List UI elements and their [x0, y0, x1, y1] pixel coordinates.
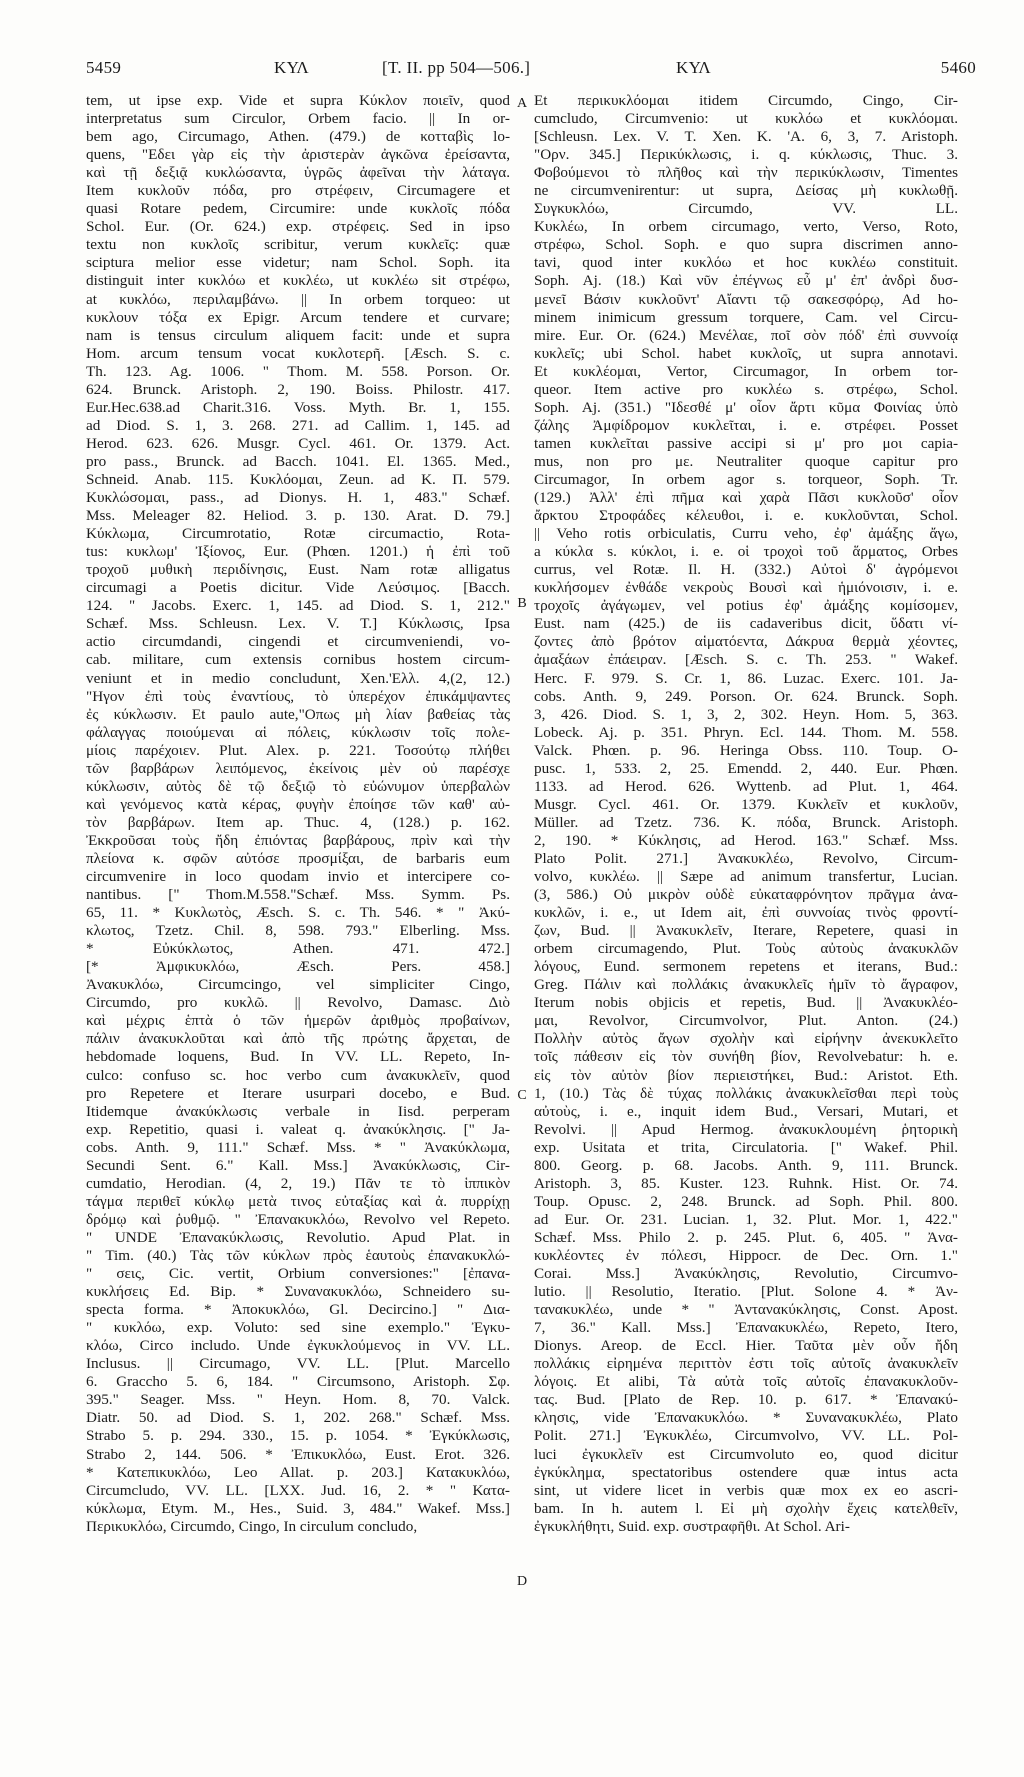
text-line: Schæf. Mss. Philo 2. p. 245. Plut. 6, 405. " Ἀνα- — [534, 1228, 958, 1246]
text-line: circumvenire in loco quodam invio et intercipere co- — [86, 868, 510, 886]
text-line: pro pass., Brunck. ad Bacch. 1041. El. 1365. Med., — [86, 452, 510, 470]
text-line: πλείονα κ. σφῶν αὐτόσε προσμίξαι, de barbaris eum — [86, 849, 510, 867]
text-line: κύκλωμα, Etym. M., Hes., Suid. 3, 484." Wakef. Mss.] — [86, 1499, 510, 1517]
text-line: κλόω, Circo includo. Unde ἐγκυκλούμενος in VV. LL. — [86, 1337, 510, 1355]
text-line: Lobeck. Aj. p. 351. Phryn. Ecl. 144. Thom. M. 558. — [534, 723, 958, 741]
text-line: μαι, Revolvor, Circumvolvor, Plut. Anton. (24.) — [534, 1012, 958, 1030]
text-line: ἐγκυκλήθητι, Suid. exp. συστραφῆθι. At Schol. Ari- — [534, 1517, 850, 1535]
text-line: minem inimicum gressum torquere, Cam. vel Circu- — [534, 308, 958, 326]
text-line: currus, vel Rotæ. Il. H. (332.) Αὐτοὶ δ' ἀγρόμενοι — [534, 561, 958, 579]
text-line: Polit. 271.] Ἐγκυκλέω, Circumvolvo, VV. LL. Pol- — [534, 1427, 958, 1445]
text-line: τὸν βαρβάρων. Item ap. Thuc. 4, (128.) p. 162. — [86, 813, 510, 831]
text-line: Revolvi. || Apud Hermog. ἀνακυκλουμένη ῥητορικὴ — [534, 1120, 958, 1138]
section-marker-d: D — [516, 1574, 528, 1589]
text-line: " Tim. (40.) Τὰς τῶν κύκλων πρὸς ἑαυτοὺς ἐπανακυκλώ- — [86, 1247, 510, 1264]
text-line: Herc. F. 979. S. Cr. 1, 86. Luzac. Exerc. 101. Ja- — [534, 669, 958, 687]
text-line: Φοβούμενοι τὸ πλῆθος καὶ τὴν περικύκλωσιν, Timentes — [534, 164, 958, 182]
text-line: Itidemque ἀνακύκλωσις verbale in Iisd. perperam — [86, 1102, 510, 1120]
text-line: ἀμαξάων ἐπάειραν. [Æsch. S. c. Th. 253. " Wakef. — [534, 651, 958, 669]
text-line: exp. Usitata et trita, Circulatoria. [" Wakef. Phil. — [534, 1138, 958, 1156]
text-line: τροχοῦ μυθικὴ περιδίνησις, Eust. Nam rotæ alligatus — [86, 561, 510, 579]
text-line: Müller. ad Tzetz. 736. K. πόδα, Brunck. Aristoph. — [534, 813, 958, 831]
headword-right: ΚΥΛ — [676, 58, 711, 77]
text-line: Circumagor, In orbem agor s. torqueor, Soph. Tr. — [534, 470, 958, 488]
text-line: nam is tensus circulum aliquem facit: unde et supra — [86, 326, 510, 344]
text-line: κυκλεῖς; ubi Schol. habet κυκλοῖς, ut supra annotavi. — [534, 344, 958, 362]
text-line: τροχοῖς ἀγάγωμεν, vel potius ἐφ' ἀμάξης κομίσομεν, — [534, 597, 958, 615]
text-line: λόγοις. Et alibi, Τὰ αὐτὰ τοῖς αὐτοῖς ἐπανακυκλοῦν- — [534, 1373, 958, 1391]
text-line: 124. " Jacobs. Exerc. 1, 145. ad Diod. S. 1, 212." — [86, 597, 510, 615]
text-line: Κυκλέω, In orbem circumago, verto, Verso, Roto, — [534, 218, 958, 236]
text-line: τάγμα περιθεῖ κύκλῳ μετὰ τινος εὐταξίας καὶ ἀ. πυρρίχῃ — [86, 1192, 510, 1210]
text-line: Inclusus. || Circumago, VV. LL. [Plut. Marcello — [86, 1355, 510, 1373]
text-line: 6. Graccho 5. 6, 184. " Circumsono, Aristoph. Σφ. — [86, 1373, 510, 1391]
text-line: 624. Brunck. Aristoph. 2, 190. Boiss. Philostr. 417. — [86, 380, 510, 398]
text-line: κλησις, vide Ἐπανακυκλόω. * Συνανακυκλέω, Plato — [534, 1409, 958, 1427]
text-line: Circumdo, pro κυκλῶ. || Revolvo, Damasc. Διὸ — [86, 994, 510, 1012]
text-line: καὶ τῇ δεξιᾷ κυκλώσαντα, ὑγρῶς ἀφεῖναι τὴν λάταγα. — [86, 164, 510, 182]
text-line: Et περικυκλόομαι itidem Circumdo, Cingo, Cir- — [534, 92, 958, 109]
text-line: Iterum nobis objicis et repetis, Bud. || Ἀνακυκλέο- — [534, 994, 958, 1012]
text-line: Eust. nam (425.) de iis cadaveribus dicit, ὕδατι νί- — [534, 615, 958, 633]
text-line: cumdatio, Herodian. (4, 2, 19.) Πᾶν τε τὸ ἱππικὸν — [86, 1174, 510, 1192]
text-line: Schneid. Anab. 115. Κυκλόομαι, Zeun. ad K. Π. 579. — [86, 470, 510, 488]
text-line: Diatr. 50. ad Diod. S. 1, 202. 268." Schæf. Mss. — [86, 1409, 510, 1427]
text-line: volvo, κυκλέω. || Sæpe ad animum transfertur, Lucian. — [534, 868, 958, 886]
text-line: Circumcludo, VV. LL. [LXX. Jud. 16, 2. * " Κατα- — [86, 1481, 510, 1499]
text-line: ἐγκύκλημα, spectatoribus ostendere quæ intus acta — [534, 1463, 958, 1481]
text-line: mire. Eur. Or. (624.) Μενέλαε, ποῖ σὸν πόδ' ἐπὶ συννοίᾳ — [534, 326, 958, 344]
text-line: ζοντες ἀπὸ βρότον αἱματόεντα, Δάκρυα θερμὰ χέοντες, — [534, 633, 958, 651]
text-line: quasi Rotare pedem, Circumire: unde κυκλοῖς πόδα — [86, 200, 510, 218]
text-line: 800. Georg. p. 68. Jacobs. Anth. 9, 111. Brunck. — [534, 1156, 958, 1174]
section-marker-b: B — [517, 596, 527, 611]
text-line: Item κυκλοῦν πόδα, pro στρέφειν, Circumagere et — [86, 182, 510, 200]
text-line: textu non κυκλοῖς scribitur, verum κυκλεῖς: quæ — [86, 236, 510, 254]
text-line: pusc. 1, 533. 2, 25. Emendd. 2, 440. Eur. Phœn. — [534, 759, 958, 777]
text-line: Plato Polit. 271.] Ἀνακυκλέω, Revolvo, Circum- — [534, 849, 958, 867]
column-number-left: 5459 — [86, 58, 122, 77]
text-line: τας. Bud. [Plato de Rep. 10. p. 617. * Ἐπανακύ- — [534, 1391, 958, 1409]
text-line: καὶ γενόμενος κατὰ κέρας, φυγὴν ἐποίησε τῶν καθ' αὐ- — [86, 795, 510, 813]
text-line: tamen κυκλεῖται passive accipi si μ' pro μοι capia- — [534, 434, 958, 452]
right-text-column — [534, 92, 958, 1536]
section-marker-c: C — [517, 1088, 527, 1103]
text-line: Mss. Meleager 82. Heliod. 3. p. 130. Arat. D. 79.] — [86, 507, 510, 525]
text-line: Th. 123. Ag. 1006. " Thom. M. 558. Porson. Or. — [86, 362, 510, 380]
text-line: καὶ μέχρις ἑπτὰ ὁ τῶν ἡμερῶν ἀριθμὸς προβαίνων, — [86, 1012, 510, 1030]
volume-page-reference: [T. II. pp 504—506.] — [382, 58, 531, 77]
text-line: nantibus. [" Thom.M.558."Schæf. Mss. Symm. Ps. — [86, 886, 510, 904]
text-line: lutio. || Resolutio, Iteratio. [Plut. Solone 4. * Ἀν- — [534, 1283, 958, 1301]
text-line: κυκλῶν, i. e., ut Idem ait, ἐπὶ συννοίας τινὸς φροντί- — [534, 904, 958, 922]
text-line: Toup. Opusc. 2, 248. Brunck. ad Soph. Phil. 800. — [534, 1192, 958, 1210]
text-line: 1133. ad Herod. 626. Wyttenb. ad Plut. 1, 464. — [534, 777, 958, 795]
text-line: circumagi a Poetis dicitur. Vide Λεύσιμος. [Bacch. — [86, 579, 510, 597]
text-line: φάλαγγας ποιούμεναι αἱ πόλεις, κύκλωσιν τοῖς πολε- — [86, 723, 510, 741]
text-line: πάλιν ἀνακυκλοῦται καὶ ἀπὸ τῆς πρώτης ἄρχεται, de — [86, 1030, 510, 1048]
text-line: mus, non pro με. Neutraliter quoque capitur pro — [534, 452, 958, 470]
text-line: interpretatus sum Circulor, Orbem facio. || In or- — [86, 110, 510, 128]
text-line: bem ago, Circumago, Athen. (479.) de κοτταβὶς lo- — [86, 128, 510, 146]
text-line: πολλάκις εἰρημένα περιττὸν ἐστι τοῖς αὐτοῖς ἀνακυκλεῖν — [534, 1355, 958, 1373]
text-line: 3, 426. Diod. S. 1, 3, 2, 302. Heyn. Hom. 5, 363. — [534, 705, 958, 723]
text-line: κυκλήσομεν ἐνθάδε νεκροὺς Βουσὶ καὶ ἡμιόνοισιν, i. e. — [534, 579, 958, 597]
text-line: κλωτος, Tzetz. Chil. 8, 598. 793." Elberling. Mss. — [86, 922, 510, 940]
text-line: cobs. Anth. 9, 111." Schæf. Mss. * " Ἀνακύκλωμα, — [86, 1138, 510, 1156]
text-line: [Schleusn. Lex. V. T. Xen. K. 'A. 6, 3, 7. Aristoph. — [534, 128, 958, 146]
text-line: Schæf. Mss. Schleusn. Lex. V. T.] Κύκλωσις, Ipsa — [86, 615, 510, 633]
text-line: Eur.Hec.638.ad Charit.316. Voss. Myth. Br. 1, 155. — [86, 398, 510, 416]
text-line: [* Ἀμφικυκλόω, Æsch. Pers. 458.] — [86, 958, 510, 976]
text-line: * Κατεπικυκλόω, Leo Allat. p. 203.] Κατακυκλόω, — [86, 1463, 510, 1481]
text-line: κύκλωσιν, αὐτὸς δὲ τῷ δεξιῷ τὸ εὐώνυμον ὑπερβαλὼν — [86, 777, 510, 795]
text-line: tem, ut ipse exp. Vide et supra Κύκλον ποιεῖν, quod — [86, 92, 510, 109]
text-line: hebdomade loquens, Bud. In VV. LL. Repeto, In- — [86, 1048, 510, 1066]
text-line: κυκλουν τόξα ex Epigr. Arcum tendere et curvare; — [86, 308, 510, 326]
text-line: specta forma. * Ἀποκυκλόω, Gl. Decircino.] " Δια- — [86, 1301, 510, 1319]
text-line: orbem circumagendo, Plut. Τοὺς αὐτοὺς ἀνακυκλῶν — [534, 940, 958, 958]
text-line: " κυκλόω, exp. Voluto: sed sine exemplo." Ἐγκυ- — [86, 1319, 510, 1337]
text-line: "Ορν. 345.] Περικύκλωσις, i. q. κύκλωσις, Thuc. 3. — [534, 146, 958, 164]
text-line: ἄρκτου Στροφάδες κέλευθοι, i. e. κυκλοῦνται, Schol. — [534, 507, 958, 525]
text-line: εἰς τὸν αὐτὸν βίον περιειστήκει, Bud.: Aristot. Eth. — [534, 1066, 958, 1084]
text-line: cumcludo, Circumvenio: ut κυκλόω et κυκλόομαι. — [534, 110, 958, 128]
headword-left: ΚΥΛ — [274, 58, 309, 77]
text-line: Soph. Aj. (351.) "Ιδεσθέ μ' οἷον ἄρτι κῦμα Φοινίας ὑπὸ — [534, 398, 958, 416]
text-line: Strabo 5. p. 294. 330., 15. p. 1054. * Ἐγκύκλωσις, — [86, 1427, 510, 1445]
left-text-column — [86, 92, 510, 1536]
text-line: at κυκλόω, περιλαμβάνω. || In orbem torqueo: ut — [86, 290, 510, 308]
text-line: ad Eur. Or. 231. Lucian. 1, 32. Plut. Mor. 1, 422." — [534, 1210, 958, 1228]
text-line: δρόμῳ καὶ ῥυθμῷ. " Ἐπανακυκλόω, Revolvo vel Repeto. — [86, 1210, 510, 1228]
text-line: Κυκλώσομαι, pass., ad Dionys. H. 1, 483." Schæf. — [86, 489, 510, 507]
text-line: pro Repetere et Iterare usurpari docebo, e Bud. — [86, 1084, 510, 1102]
text-line: culco: confuso sc. hoc verbo cum ἀνακυκλεῖν, quod — [86, 1066, 510, 1084]
text-line: cobs. Anth. 9, 249. Porson. Or. 624. Brunck. Soph. — [534, 687, 958, 705]
text-line: tavi, quod inter κυκλόω et hoc κυκλέω constituit. — [534, 254, 958, 272]
text-line: Valck. Phœn. p. 96. Heringa Obss. 110. Toup. O- — [534, 741, 958, 759]
text-line: Herod. 623. 626. Musgr. Cycl. 461. Or. 1379. Act. — [86, 434, 510, 452]
text-line: τανακυκλέω, unde * " Ἀντανακύκλησις, Const. Apost. — [534, 1301, 958, 1319]
text-line: * Εὐκύκλωτος, Athen. 471. 472.] — [86, 940, 510, 958]
text-line: sciptura melior esse videtur; nam Schol. Soph. ita — [86, 254, 510, 272]
text-line: ζων, Bud. || Ἀνακυκλεῖν, Iterare, Repetere, quasi in — [534, 922, 958, 940]
text-line: τοῖς πάθεσιν εἰς τὸν συνήθη βίον, Revolvebatur: h. e. — [534, 1048, 958, 1066]
text-line: Περικυκλόω, Circumdo, Cingo, In circulum concludo, — [86, 1517, 418, 1535]
text-line: exp. Repetitio, quasi i. valeat q. ἀνακύκλησις. [" Ja- — [86, 1120, 510, 1138]
text-line: luci ἐγκυκλεῖν est Circumvoluto eo, quod dicitur — [534, 1445, 958, 1463]
column-number-right: 5460 — [940, 58, 976, 77]
text-line: Greg. Πάλιν καὶ πολλάκις ἀνακυκλεῖς ἡμῖν τὸ ἄγραφον, — [534, 976, 958, 994]
text-line: " σεις, Cic. vertit, Orbium conversiones:" [ἐπανα- — [86, 1265, 510, 1283]
text-line: Πολλὴν αὐτὸς ἄγων σχολὴν καὶ εἰρήνην ἀνεκυκλεῖτο — [534, 1030, 958, 1048]
text-line: κυκλήσεις Ed. Bip. * Συνανακυκλόω, Schneidero su- — [86, 1283, 510, 1301]
text-line: (129.) Ἀλλ' ἐπὶ πῆμα καὶ χαρὰ Πᾶσι κυκλοῦσ' οἷον — [534, 489, 958, 507]
text-line: κυκλέοντες ἐν πόλεσι, Hippocr. de Dec. Orn. 1." — [534, 1247, 958, 1264]
text-line: Ἀνακυκλόω, Circumcingo, vel simpliciter Cingo, — [86, 976, 510, 994]
text-line: Strabo 2, 144. 506. * Ἐπικυκλόω, Eust. Erot. 326. — [86, 1445, 510, 1463]
text-line: Hom. arcum tensum vocat κυκλοτερῆ. [Æsch. S. c. — [86, 344, 510, 362]
text-line: queor. Item active pro κυκλέω s. στρέφω, Schol. — [534, 380, 958, 398]
text-line: "Ηγον ἐπὶ τοὺς ἐναντίους, τὸ ὑπερέχον ἐπικάμψαντες — [86, 687, 510, 705]
text-line: tus: κυκλωμ' Ἰξίονος, Eur. (Phœn. 1201.) ἡ ἐπὶ τοῦ — [86, 543, 510, 561]
text-line: Κύκλωμα, Circumrotatio, Rotæ circumactio, Rota- — [86, 525, 510, 543]
text-line: Et κυκλέομαι, Vertor, Circumagor, In orbem tor- — [534, 362, 958, 380]
text-line: τῶν βαρβάρων λειπόμενος, ἐκείνοις μὲν οὐ παρέσχε — [86, 759, 510, 777]
text-line: bam. In h. autem l. Εἰ μὴ σχολὴν ἔχεις κατελθεῖν, — [534, 1499, 958, 1517]
text-line: Ἐκκροῦσαι τοὺς ἤδη ἐπιόντας βαρβάρους, πρὶν καὶ τὴν — [86, 831, 510, 849]
text-line: αὐτοὺς, i. e., inquit idem Bud., Versari, Mutari, et — [534, 1102, 958, 1120]
text-line: cab. militare, cum extensis cornibus hostem circum- — [86, 651, 510, 669]
text-line: λόγους, Eund. sermonem repetens et iterans, Bud.: — [534, 958, 958, 976]
text-line: veniunt et in medio concludunt, Xen.'Ελλ. 4,(2, 12.) — [86, 669, 510, 687]
running-head — [86, 58, 976, 86]
text-line: Secundi Sent. 6." Kall. Mss.] Ἀνακύκλωσις, Cir- — [86, 1156, 510, 1174]
text-line: ζάλης Ἀμφίδρομον κυκλεῖται, i. e. στρέφει. Posset — [534, 416, 958, 434]
text-line: distinguit inter κυκλόω et κυκλέω, ut κυκλέω sit στρέφω, — [86, 272, 510, 290]
text-line: quens, "Εδει γὰρ εἰς τὴν ἀριστερὰν ἀγκῶνα ἐρείσαντα, — [86, 146, 510, 164]
text-line: actio circumdandi, cingendi et circumveniendi, vo- — [86, 633, 510, 651]
text-line: 7, 36." Kall. Mss.] Ἐπανακυκλέω, Repeto, Itero, — [534, 1319, 958, 1337]
text-line: (3, 586.) Οὐ μικρὸν οὐδὲ εὐκαταφρόνητον πρᾶγμα ἀνα- — [534, 886, 958, 904]
text-line: 395." Seager. Mss. " Heyn. Hom. 8, 70. Valck. — [86, 1391, 510, 1409]
text-line: Musgr. Cycl. 461. Or. 1379. Κυκλεῖν et κυκλοῦν, — [534, 795, 958, 813]
text-line: sint, ut videre licet in verbis quæ mox ex eo ascri- — [534, 1481, 958, 1499]
text-line: ne circumvenirentur: ut supra, Δείσας μὴ κυκλωθῇ. — [534, 182, 958, 200]
section-marker-a: A — [516, 96, 528, 111]
text-line: Dionys. Areop. de Eccl. Hier. Ταῦτα μὲν οὖν ἤδη — [534, 1337, 958, 1355]
text-line: ad Diod. S. 1, 3. 268. 271. ad Callim. 1, 145. ad — [86, 416, 510, 434]
text-line: a κύκλα s. κύκλοι, i. e. οἱ τροχοὶ τοῦ ἅρματος, Orbes — [534, 543, 958, 561]
text-line: Soph. Aj. (18.) Καὶ νῦν ἐπέγνως εὖ μ' ἐπ' ἀνδρὶ δυσ- — [534, 272, 958, 290]
text-line: Schol. Eur. (Or. 624.) exp. στρέφεις. Sed in ipso — [86, 218, 510, 236]
text-line: 65, 11. * Κυκλωτὸς, Æsch. S. c. Th. 546. * " Ἀκύ- — [86, 904, 510, 922]
text-line: στρέφω, Schol. Soph. e quo supra discrimen anno- — [534, 236, 958, 254]
text-line: μενεῖ Βάσιν κυκλοῦντ' Αἴαντι τῷ σακεσφόρῳ, Ad ho- — [534, 290, 958, 308]
text-line: ἐς κύκλωσιν. Et paulo aute,"Οπως μὴ λίαν βαθείας τὰς — [86, 705, 510, 723]
text-line: || Veho rotis orbiculatis, Curru veho, ἐφ' ἀμάξης ἄγω, — [534, 525, 958, 543]
text-line: Aristoph. 3, 85. Kuster. 123. Ruhnk. Hist. Or. 74. — [534, 1174, 958, 1192]
text-line: Συγκυκλόω, Circumdo, VV. LL. — [534, 200, 958, 218]
text-line: μίοις παρέχοιεν. Plut. Alex. p. 221. Τοσούτῳ πλήθει — [86, 741, 510, 759]
text-line: " UNDE Ἐπανακύκλωσις, Revolutio. Apud Plat. in — [86, 1228, 510, 1246]
text-line: 2, 190. * Κύκλησις, ad Herod. 163." Schæf. Mss. — [534, 831, 958, 849]
text-line: Corai. Mss.] Ἀνακύκλησις, Revolutio, Circumvo- — [534, 1265, 958, 1283]
text-line: 1, (10.) Τὰς δὲ τύχας πολλάκις ἀνακυκλεῖσθαι περὶ τοὺς — [534, 1084, 958, 1102]
